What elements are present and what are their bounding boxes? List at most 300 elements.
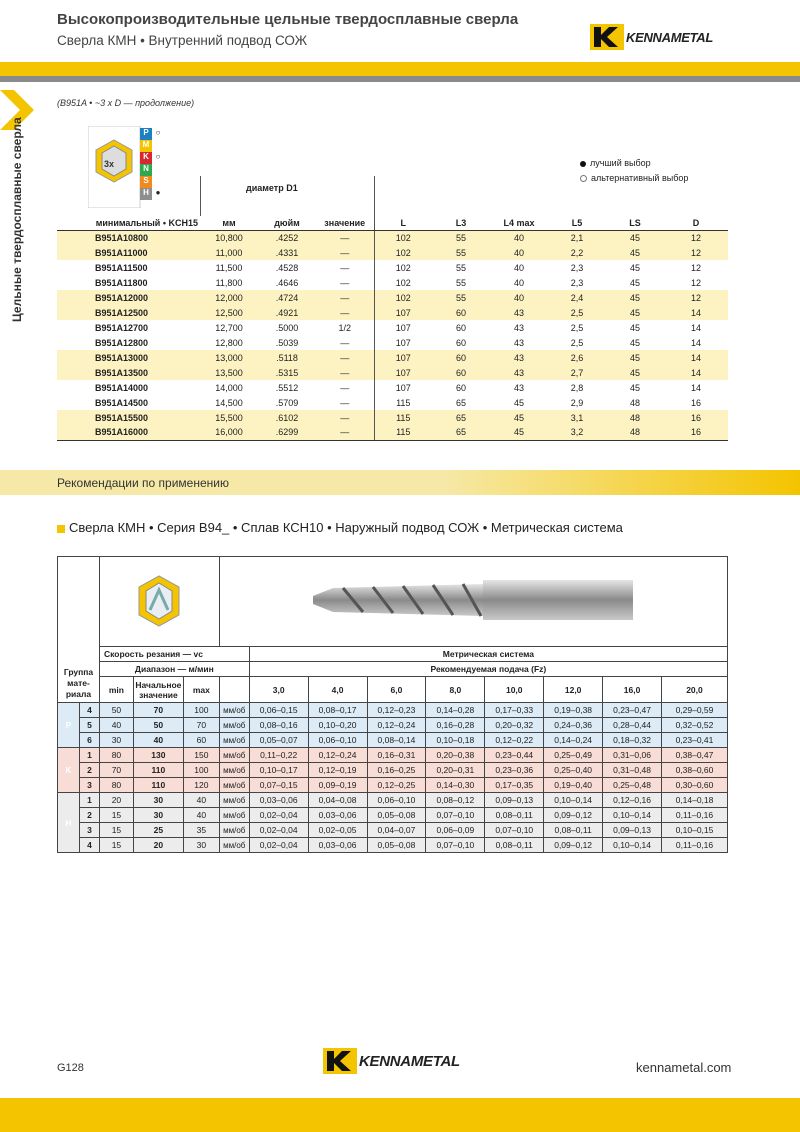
section-title-text: Сверла КМН • Серия В94_ • Сплав КСН10 • Наружный подвод СОЖ • Метрическая система — [69, 520, 623, 535]
table-row — [57, 425, 728, 440]
table-cell: 2,3 — [570, 277, 584, 288]
diameter-header: 12,0 — [544, 677, 603, 703]
header-yellow-stripe — [0, 62, 800, 76]
table-cell: 2,1 — [548, 230, 606, 245]
min-speed: 15 — [99, 808, 133, 823]
table-cell: 60 — [455, 322, 466, 333]
table-cell: 45 — [490, 410, 548, 425]
table-row — [58, 733, 728, 748]
table-row — [58, 778, 728, 793]
table-cell: 40 — [490, 245, 548, 260]
column-header: L — [374, 216, 432, 230]
table-cell: 15,500 — [200, 410, 258, 425]
feed-value: 0,17–0,33 — [485, 703, 544, 718]
feed-value: 0,14–0,24 — [544, 733, 603, 748]
best-choice-icon — [580, 161, 586, 167]
table-row — [57, 395, 728, 410]
table-cell: .5512 — [275, 382, 299, 393]
feed-value: 0,09–0,13 — [603, 823, 662, 838]
diameter-header: 3,0 — [249, 677, 308, 703]
recommendation-title: Рекомендации по применению — [57, 476, 229, 490]
table-cell: 12,800 — [215, 337, 243, 348]
feed-value: 0,02–0,05 — [308, 823, 367, 838]
unit-cell: мм/об — [219, 808, 249, 823]
feed-value: 0,10–0,14 — [603, 838, 662, 853]
start-speed: 30 — [133, 793, 183, 808]
product-code: B951A11000 — [57, 245, 200, 260]
start-speed: 20 — [133, 838, 183, 853]
feed-value: 0,12–0,25 — [367, 778, 426, 793]
feed-value: 0,25–0,49 — [544, 748, 603, 763]
feed-value: 0,14–0,28 — [426, 703, 485, 718]
table-cell: 40 — [513, 277, 524, 288]
feed-value: 0,04–0,08 — [308, 793, 367, 808]
table-cell: 102 — [395, 277, 411, 288]
diameter-header: 6,0 — [367, 677, 426, 703]
table-cell: — — [316, 365, 374, 380]
table-row — [57, 320, 728, 335]
table-cell: 60 — [432, 365, 490, 380]
feed-value: 0,12–0,19 — [308, 763, 367, 778]
feed-value: 0,09–0,13 — [485, 793, 544, 808]
product-code: B951A14000 — [95, 382, 149, 393]
group-cell-top — [58, 557, 100, 703]
drill-image-cell — [219, 557, 727, 647]
table-cell: 65 — [432, 410, 490, 425]
max-speed: 150 — [183, 748, 219, 763]
table-cell: 11,800 — [215, 277, 243, 288]
table-cell: — — [316, 230, 374, 245]
start-speed: 50 — [133, 718, 183, 733]
column-header: дюйм — [258, 216, 316, 230]
subgroup-cell: 4 — [79, 703, 99, 718]
feed-value: 0,04–0,07 — [367, 823, 426, 838]
product-code: B951A12700 — [95, 322, 149, 333]
subgroup-cell: 3 — [79, 778, 99, 793]
table-cell: 13,500 — [200, 365, 258, 380]
feed-value: 0,12–0,24 — [308, 748, 367, 763]
table-cell: 48 — [629, 397, 640, 408]
feed-value: 0,07–0,10 — [426, 838, 485, 853]
unit-cell: мм/об — [219, 823, 249, 838]
feed-value: 0,23–0,36 — [485, 763, 544, 778]
table-cell: — — [316, 425, 374, 440]
table-cell: 43 — [490, 350, 548, 365]
max-speed: 40 — [183, 793, 219, 808]
unit-cell: мм/об — [219, 748, 249, 763]
subgroup-cell: 1 — [79, 748, 99, 763]
table-cell: 102 — [374, 230, 432, 245]
table-cell: .6299 — [258, 425, 316, 440]
feed-value: 0,02–0,04 — [249, 808, 308, 823]
feed-value: 0,18–0,32 — [603, 733, 662, 748]
table-cell: 43 — [513, 322, 524, 333]
min-speed: 30 — [99, 733, 133, 748]
product-code: B951A13500 — [57, 365, 200, 380]
max-speed: 70 — [183, 718, 219, 733]
feed-value: 0,06–0,09 — [426, 823, 485, 838]
feed-value: 0,11–0,16 — [661, 838, 727, 853]
feed-value: 0,20–0,38 — [426, 748, 485, 763]
feed-value: 0,09–0,19 — [308, 778, 367, 793]
table-row — [57, 380, 728, 395]
min-speed: 15 — [99, 838, 133, 853]
min-speed: 50 — [99, 703, 133, 718]
feed-value: 0,05–0,07 — [249, 733, 308, 748]
feed-value: 0,23–0,44 — [485, 748, 544, 763]
table-cell: 11,000 — [200, 245, 258, 260]
table-row — [58, 793, 728, 808]
max-speed: 35 — [183, 823, 219, 838]
min-speed: 70 — [99, 763, 133, 778]
feed-value: 0,31–0,06 — [603, 748, 662, 763]
table-cell: 60 — [432, 305, 490, 320]
table-cell: 102 — [374, 245, 432, 260]
continuation-note: (B951A • ~3 x D — продолжение) — [57, 98, 195, 108]
table-cell: 45 — [629, 277, 640, 288]
table-cell: 2,9 — [570, 397, 584, 408]
brand-logo-top — [590, 24, 713, 50]
table-cell: 16 — [664, 410, 728, 425]
table-cell: 3,1 — [548, 410, 606, 425]
feed-value: 0,10–0,14 — [603, 808, 662, 823]
max-speed: 30 — [183, 838, 219, 853]
feed-value: 0,14–0,30 — [426, 778, 485, 793]
subgroup-cell: 2 — [79, 808, 99, 823]
table-row — [57, 290, 728, 305]
diameter-header: 20,0 — [661, 677, 727, 703]
table-cell: 2,5 — [570, 337, 584, 348]
table-cell: 55 — [432, 230, 490, 245]
group-header-label: Группа мате-риала — [63, 667, 94, 699]
feed-value: 0,07–0,10 — [485, 823, 544, 838]
feed-value: 0,16–0,31 — [367, 748, 426, 763]
table-row — [58, 808, 728, 823]
material-p: P ○ — [140, 128, 180, 140]
product-code: B951A16000 — [57, 425, 200, 440]
brand-name: KENNAMETAL — [359, 1052, 460, 1070]
table-cell: .4921 — [258, 305, 316, 320]
table-cell: .4252 — [258, 230, 316, 245]
table-cell: — — [316, 245, 374, 260]
divider — [374, 176, 375, 216]
column-header: минимальный • KCH15 — [57, 216, 200, 230]
feed-value: 0,38–0,47 — [661, 748, 727, 763]
feed-value: 0,23–0,41 — [661, 733, 727, 748]
unit-cell: мм/об — [219, 793, 249, 808]
header-grey-stripe — [0, 76, 800, 82]
table-cell: 45 — [606, 305, 664, 320]
feed-value: 0,12–0,22 — [485, 733, 544, 748]
page-subtitle: Сверла КМН • Внутренний подвод СОЖ — [57, 33, 308, 48]
product-code: B951A12800 — [95, 337, 149, 348]
table-cell: 40 — [490, 290, 548, 305]
table-cell: .5000 — [275, 322, 299, 333]
product-code: B951A12000 — [57, 290, 200, 305]
start-speed: 70 — [133, 703, 183, 718]
material-group-cell: P — [58, 703, 80, 748]
table-cell: 12 — [690, 277, 701, 288]
table-cell: 43 — [513, 337, 524, 348]
range-header: Диапазон — м/мин — [99, 662, 249, 677]
diameter-header: 8,0 — [426, 677, 485, 703]
table-cell: 14 — [664, 305, 728, 320]
start-speed: 40 — [133, 733, 183, 748]
feed-value: 0,20–0,31 — [426, 763, 485, 778]
legend — [580, 156, 688, 186]
table-cell: 16 — [664, 425, 728, 440]
table-cell: — — [316, 275, 374, 290]
table-cell: 65 — [455, 397, 466, 408]
product-code: B951A15500 — [57, 410, 200, 425]
table-cell: 45 — [629, 337, 640, 348]
feed-value: 0,03–0,06 — [308, 808, 367, 823]
unit-cell: мм/об — [219, 718, 249, 733]
diameter-header: 10,0 — [485, 677, 544, 703]
table-cell: 13,000 — [200, 350, 258, 365]
drill-image — [303, 566, 643, 636]
min-speed: 40 — [99, 718, 133, 733]
feed-value: 0,19–0,40 — [544, 778, 603, 793]
table-cell: 48 — [606, 410, 664, 425]
application-table — [57, 556, 728, 853]
feed-value: 0,28–0,44 — [603, 718, 662, 733]
tool-icon-cell — [99, 557, 219, 647]
table-cell: 16,000 — [200, 425, 258, 440]
table-cell: 45 — [629, 322, 640, 333]
table-row — [57, 350, 728, 365]
unit-cell: мм/об — [219, 838, 249, 853]
material-m: M — [140, 140, 180, 152]
unit-cell: мм/об — [219, 733, 249, 748]
feed-value: 0,06–0,10 — [308, 733, 367, 748]
table-cell: — — [316, 260, 374, 275]
table-row — [57, 305, 728, 320]
unit-cell: мм/об — [219, 763, 249, 778]
table-cell: 60 — [432, 350, 490, 365]
feed-value: 0,02–0,04 — [249, 823, 308, 838]
table-cell: 14 — [690, 322, 701, 333]
feed-value: 0,03–0,06 — [249, 793, 308, 808]
table-cell: 45 — [629, 262, 640, 273]
start-header: Начальное значение — [133, 677, 183, 703]
feed-value: 0,32–0,52 — [661, 718, 727, 733]
table-cell: 2,8 — [570, 382, 584, 393]
table-cell: 14 — [690, 337, 701, 348]
table-cell: 2,6 — [548, 350, 606, 365]
product-code: B951A13000 — [57, 350, 200, 365]
subgroup-cell: 4 — [79, 838, 99, 853]
table-cell: 45 — [490, 425, 548, 440]
diameter-header: 16,0 — [603, 677, 662, 703]
feed-value: 0,38–0,60 — [661, 763, 727, 778]
feed-value: 0,12–0,24 — [367, 718, 426, 733]
unit-cell: мм/об — [219, 703, 249, 718]
page-number: G128 — [57, 1062, 84, 1074]
feed-value: 0,08–0,11 — [544, 823, 603, 838]
table-cell: — — [316, 350, 374, 365]
image-row — [58, 557, 728, 647]
column-header: L5 — [548, 216, 606, 230]
speed-header-row — [58, 647, 728, 662]
feed-value: 0,23–0,47 — [603, 703, 662, 718]
metric-header: Метрическая система — [249, 647, 727, 662]
unit-cell: мм/об — [219, 778, 249, 793]
kennametal-k-icon — [323, 1048, 357, 1074]
table-cell: 3,2 — [548, 425, 606, 440]
product-code: B951A10800 — [57, 230, 200, 245]
table-row — [57, 275, 728, 290]
feed-value: 0,31–0,48 — [603, 763, 662, 778]
table-cell: 12 — [664, 245, 728, 260]
min-speed: 15 — [99, 823, 133, 838]
feed-value: 0,02–0,04 — [249, 838, 308, 853]
feed-value: 0,30–0,60 — [661, 778, 727, 793]
feed-value: 0,11–0,22 — [249, 748, 308, 763]
min-speed: 80 — [99, 748, 133, 763]
table-cell: .5118 — [258, 350, 316, 365]
feed-value: 0,12–0,23 — [367, 703, 426, 718]
table-row — [58, 748, 728, 763]
column-header: мм — [200, 216, 258, 230]
table-cell: 45 — [606, 245, 664, 260]
table-cell: .4331 — [258, 245, 316, 260]
start-speed: 110 — [133, 778, 183, 793]
min-speed: 20 — [99, 793, 133, 808]
feed-value: 0,09–0,12 — [544, 838, 603, 853]
table-cell: 45 — [606, 350, 664, 365]
table-cell: 14 — [664, 365, 728, 380]
table-row — [58, 763, 728, 778]
table-cell: 12,000 — [200, 290, 258, 305]
table-cell: 43 — [513, 382, 524, 393]
feed-value: 0,08–0,12 — [426, 793, 485, 808]
footer-yellow-band — [0, 1098, 800, 1132]
start-speed: 130 — [133, 748, 183, 763]
table-cell: 10,800 — [200, 230, 258, 245]
column-header: значение — [316, 216, 374, 230]
table-cell: .4528 — [275, 262, 299, 273]
table-cell: 40 — [513, 262, 524, 273]
section-title — [57, 520, 623, 535]
feed-value: 0,24–0,36 — [544, 718, 603, 733]
table-cell: 2,7 — [548, 365, 606, 380]
table-cell: 11,500 — [215, 262, 243, 273]
table-cell: 45 — [606, 365, 664, 380]
table-cell: 45 — [606, 290, 664, 305]
table-cell: 45 — [606, 230, 664, 245]
table-cell: 107 — [395, 322, 411, 333]
feed-value: 0,10–0,14 — [544, 793, 603, 808]
website-link[interactable]: kennametal.com — [636, 1060, 732, 1075]
feed-value: 0,17–0,35 — [485, 778, 544, 793]
table-cell: .4646 — [275, 277, 299, 288]
table-cell: 12 — [664, 290, 728, 305]
table-cell: 1/2 — [316, 320, 374, 335]
table-row — [57, 245, 728, 260]
page-title: Высокопроизводительные цельные твердосплавные сверла — [57, 11, 519, 28]
table-cell: 45 — [629, 382, 640, 393]
column-header: L4 max — [490, 216, 548, 230]
table-cell: 115 — [374, 425, 432, 440]
product-code: B951A12500 — [57, 305, 200, 320]
table-cell: 16 — [690, 397, 701, 408]
subgroup-cell: 2 — [79, 763, 99, 778]
feed-value: 0,08–0,14 — [367, 733, 426, 748]
material-group-cell: K — [58, 748, 80, 793]
external-coolant-drill-icon — [136, 574, 182, 628]
column-header: L3 — [432, 216, 490, 230]
start-speed: 110 — [133, 763, 183, 778]
table-row — [57, 260, 728, 275]
table-row — [58, 838, 728, 853]
feed-value: 0,08–0,17 — [308, 703, 367, 718]
table-cell: 60 — [455, 337, 466, 348]
table-cell: 55 — [432, 290, 490, 305]
range-header-row — [58, 662, 728, 677]
table-cell: 12,700 — [215, 322, 243, 333]
feed-header: Рекомендуемая подача (Fz) — [249, 662, 727, 677]
table-cell: 115 — [374, 410, 432, 425]
material-k: K ○ — [140, 152, 180, 164]
product-icon-panel — [88, 126, 178, 208]
table-cell: — — [316, 395, 374, 410]
feed-value: 0,11–0,16 — [661, 808, 727, 823]
product-table — [57, 216, 728, 441]
feed-value: 0,16–0,25 — [367, 763, 426, 778]
feed-value: 0,05–0,08 — [367, 838, 426, 853]
product-code: B951A11800 — [95, 277, 148, 288]
table-cell: 48 — [606, 425, 664, 440]
table-header-row — [57, 216, 728, 230]
table-row — [57, 230, 728, 245]
table-cell: — — [316, 335, 374, 350]
feed-value: 0,10–0,20 — [308, 718, 367, 733]
table-row — [58, 703, 728, 718]
table-cell: 2,4 — [548, 290, 606, 305]
product-code: B951A11500 — [95, 262, 148, 273]
speed-header: Скорость резания — vc — [99, 647, 249, 662]
table-cell: 107 — [395, 337, 411, 348]
table-cell: 14 — [664, 350, 728, 365]
feed-value: 0,10–0,18 — [426, 733, 485, 748]
feed-value: 0,19–0,38 — [544, 703, 603, 718]
table-cell: — — [316, 410, 374, 425]
feed-value: 0,06–0,10 — [367, 793, 426, 808]
product-code: B951A14500 — [95, 397, 149, 408]
table-cell: 102 — [395, 262, 411, 273]
table-row — [57, 335, 728, 350]
table-cell: 102 — [374, 290, 432, 305]
feed-value: 0,10–0,17 — [249, 763, 308, 778]
feed-value: 0,03–0,06 — [308, 838, 367, 853]
table-cell: 55 — [432, 245, 490, 260]
table-row — [58, 718, 728, 733]
table-row — [58, 823, 728, 838]
divider — [200, 176, 201, 216]
yellow-square-icon — [57, 525, 65, 533]
feed-value: 0,29–0,59 — [661, 703, 727, 718]
material-group-column — [140, 128, 180, 200]
table-cell: 43 — [490, 365, 548, 380]
side-section-label: Цельные твердосплавные сверла — [10, 117, 24, 322]
table-cell: .4724 — [258, 290, 316, 305]
table-cell: 60 — [455, 382, 466, 393]
feed-value: 0,06–0,15 — [249, 703, 308, 718]
feed-value: 0,20–0,32 — [485, 718, 544, 733]
max-speed: 60 — [183, 733, 219, 748]
table-cell: — — [316, 305, 374, 320]
